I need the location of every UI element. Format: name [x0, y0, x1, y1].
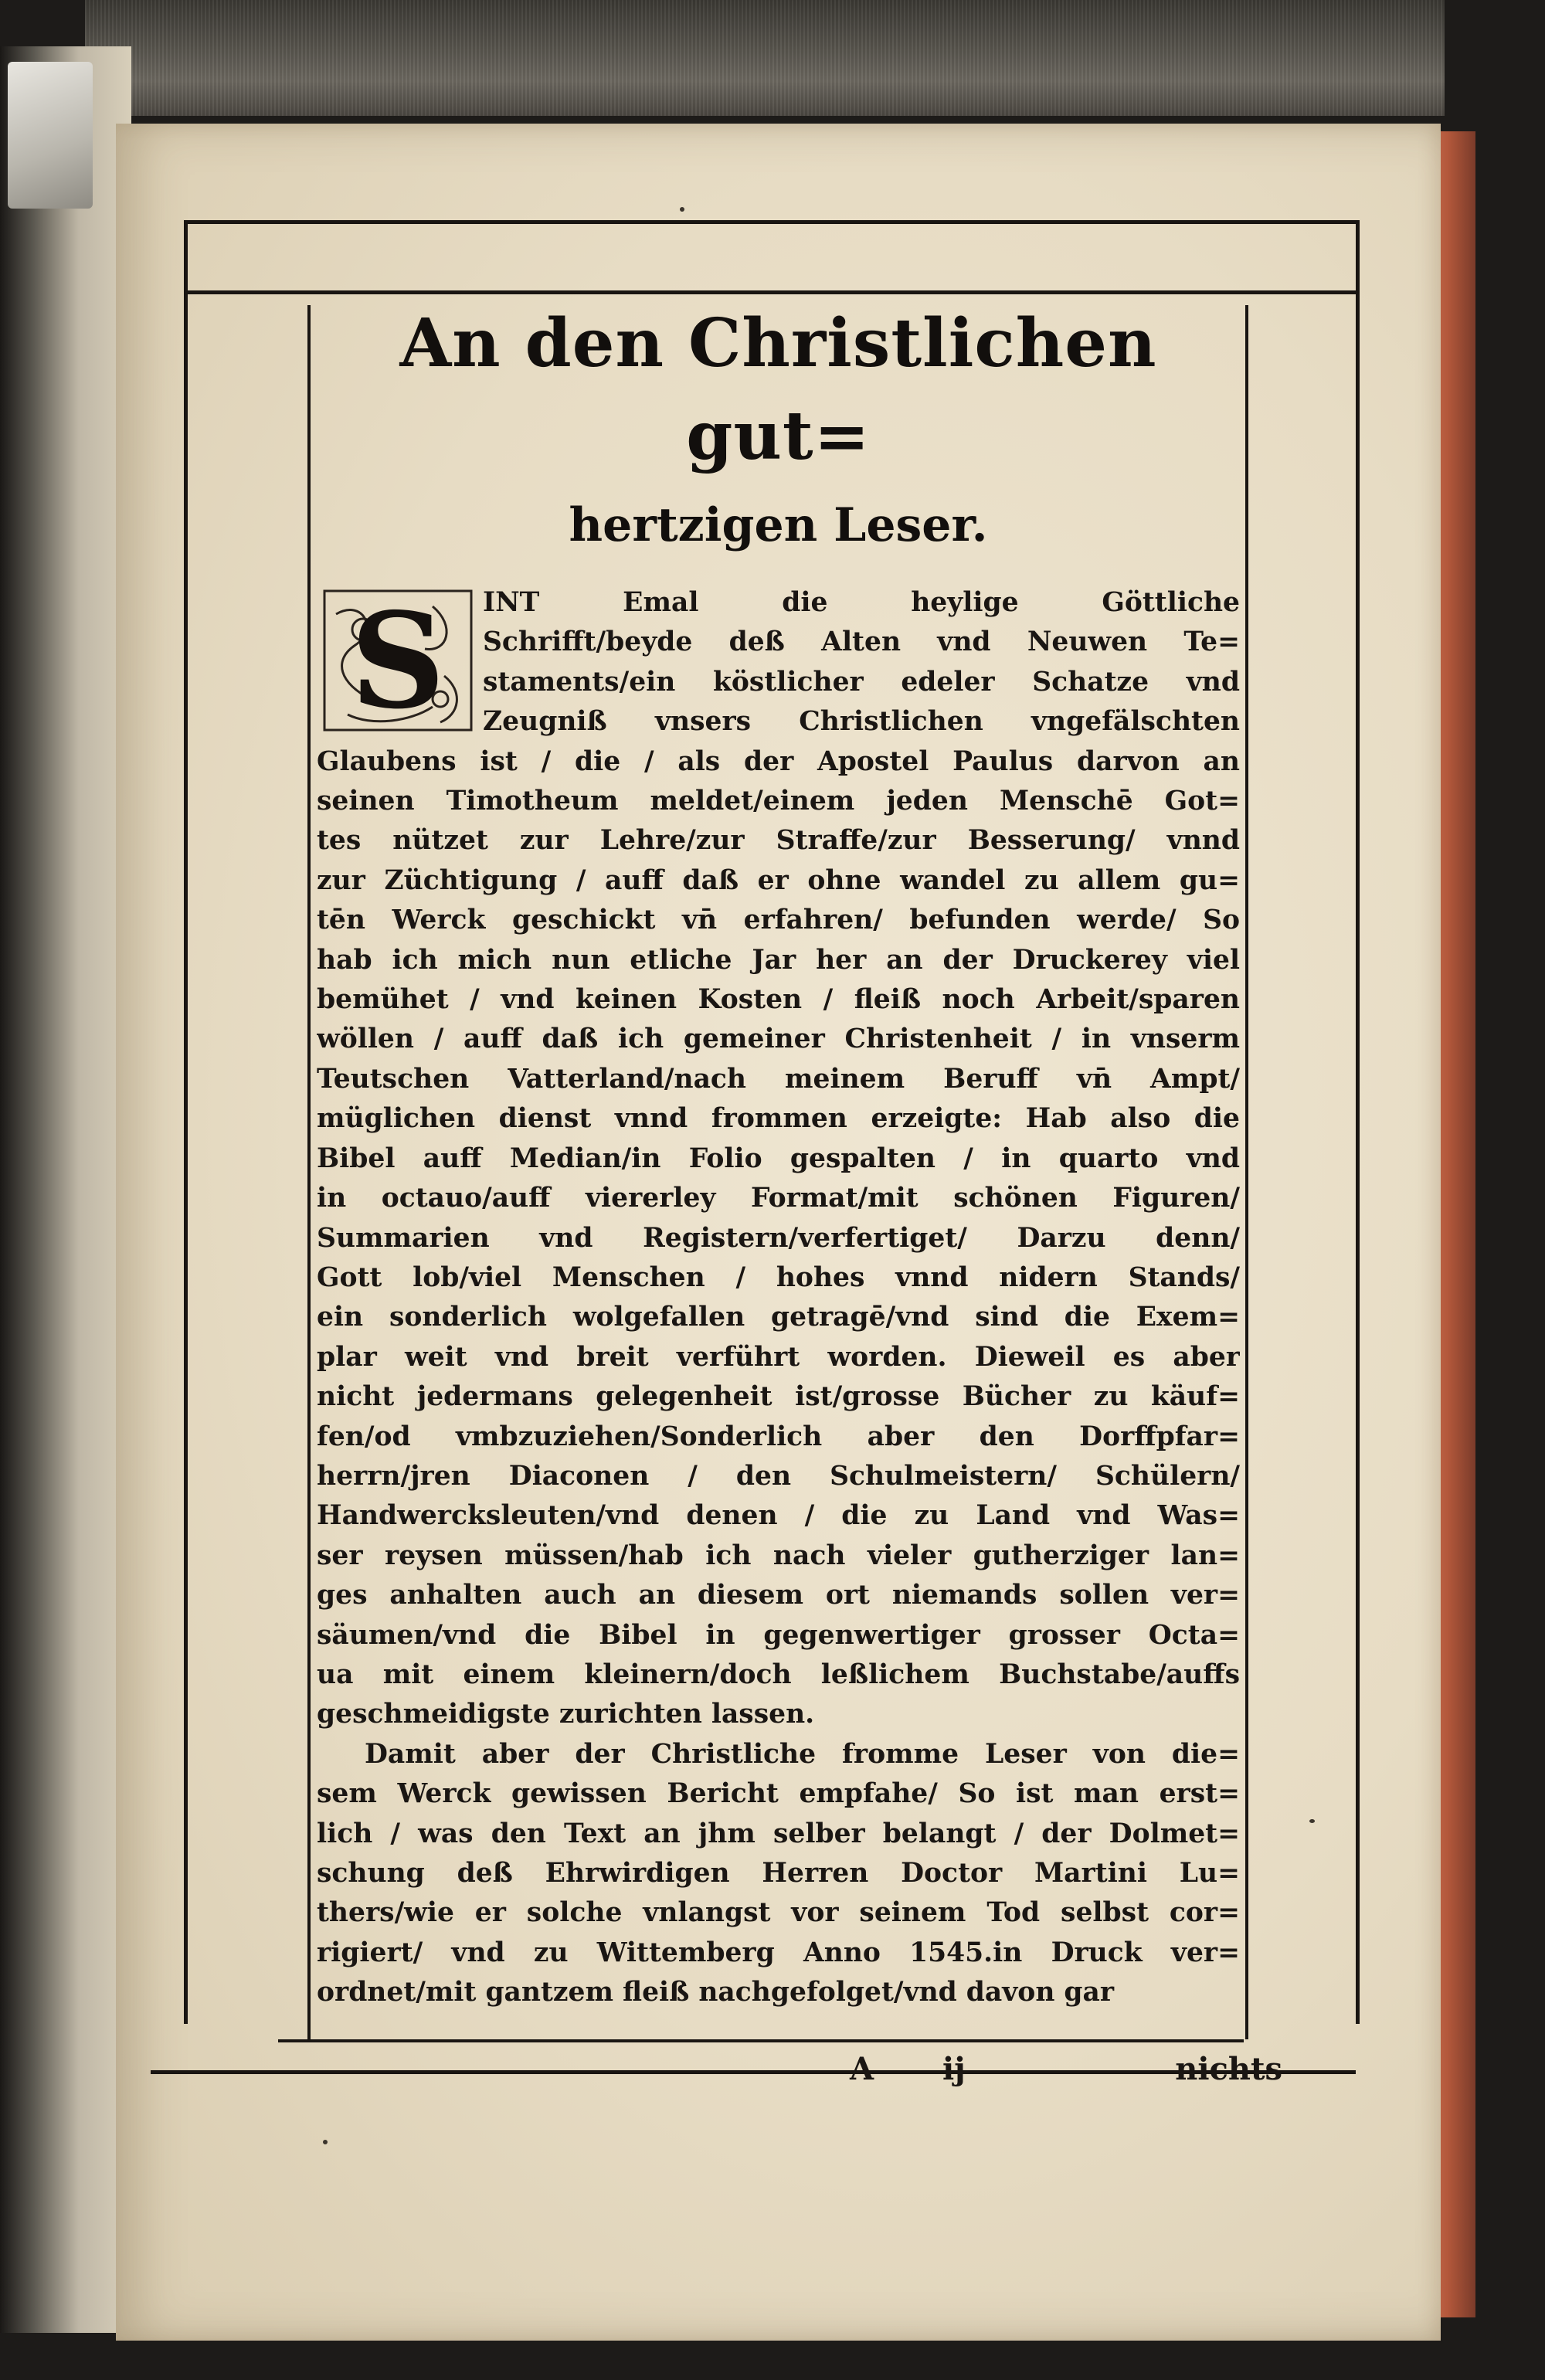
frame-rule-left [184, 220, 188, 2024]
page-footer [850, 2051, 1282, 2097]
body-line: ges anhalten auch an diesem ort niemands sollen ver= [317, 1580, 1240, 1611]
book-top-edge [85, 0, 1445, 116]
body-line: tes nützet zur Lehre/zur Straffe/zur Besserung/ vnnd [317, 825, 1240, 857]
body-line: ordnet/mit gantzem fleiß nachgefolget/vnd davon gar [317, 1977, 1115, 2008]
catchword: nichts [1175, 2051, 1282, 2087]
body-line: ser reysen müssen/hab ich nach vieler gutherziger lan= [317, 1540, 1240, 1571]
body-line: säumen/vnd die Bibel in gegenwertiger grosser Octa= [317, 1619, 1240, 1651]
ink-speck [323, 2140, 328, 2144]
body-line: Schrifft/beyde deß Alten vnd Neuwen Te= [483, 626, 1240, 658]
body-line: thers/wie er solche vnlangst vor seinem Tod selbst cor= [317, 1897, 1240, 1929]
body-line: Handwercksleuten/vnd denen / die zu Land vnd Was= [317, 1500, 1240, 1532]
title-line-1: An den Christlichen gut= [399, 304, 1157, 475]
page-title [317, 297, 1240, 568]
body-line: staments/ein köstlicher edeler Schatze vnd [483, 666, 1240, 698]
body-line: Summarien vnd Registern/verfertiget/ Darzu denn/ [317, 1222, 1240, 1254]
body-line: Gott lob/viel Menschen / hohes vnnd nidern Stands/ [317, 1261, 1240, 1293]
body-line: herrn/jren Diaconen / den Schulmeistern/ Schülern/ [317, 1460, 1240, 1492]
body-text [317, 583, 1240, 2013]
body-line: müglichen dienst vnnd frommen erzeigte: Hab also die [317, 1103, 1240, 1135]
body-line: geschmeidigste zurichten lassen. [317, 1699, 815, 1730]
decorated-initial-s [317, 583, 479, 738]
body-line: schung deß Ehrwirdigen Herren Doctor Martini Lu= [317, 1858, 1240, 1889]
body-line: Damit aber der Christliche fromme Leser von die= [365, 1738, 1240, 1770]
body-line: nicht jedermans gelegenheit ist/grosse Bücher zu käuf= [317, 1381, 1240, 1413]
binding-clasp [8, 62, 93, 209]
body-line: in octauo/auff viererley Format/mit schönen Figuren/ [317, 1183, 1240, 1214]
body-line: wöllen / auff daß ich gemeiner Christenheit / in vnserm [317, 1024, 1240, 1055]
dropcap-letter: S [350, 584, 446, 738]
text-block [317, 297, 1240, 2013]
body-line: ein sonderlich wolgefallen getragē/vnd sind die Exem= [317, 1302, 1240, 1333]
title-line-2: hertzigen Leser. [569, 498, 988, 552]
body-line: Zeugniß vnsers Christlichen vngefälschten [483, 706, 1240, 738]
body-line: bemühet / vnd keinen Kosten / fleiß noch Arbeit/sparen [317, 984, 1240, 1016]
frame-rule-right [1356, 220, 1360, 2024]
body-line: tēn Werck geschickt vn̄ erfahren/ befunden werde/ So [317, 905, 1240, 936]
frame-rule-top-inner [185, 290, 1360, 294]
book-binding [0, 46, 131, 2333]
body-line: seinen Timotheum meldet/einem jeden Menschē Got= [317, 786, 1240, 817]
body-line: rigiert/ vnd zu Wittemberg Anno 1545.in Druck ver= [317, 1937, 1240, 1968]
body-line: sem Werck gewissen Bericht empfahe/ So ist man erst= [317, 1778, 1240, 1810]
column-rule-left [307, 305, 311, 2039]
body-line: INT Emal die heylige Göttliche [483, 587, 1240, 618]
frame-rule-top [185, 220, 1360, 224]
ink-speck [1309, 1819, 1315, 1823]
body-line: lich / was den Text an jhm selber belangt / der Dolmet= [317, 1818, 1240, 1849]
signature-number: ij [942, 2051, 966, 2087]
body-line: ua mit einem kleinern/doch leßlichem Buchstabe/auffs [317, 1659, 1240, 1690]
ink-speck [680, 207, 684, 212]
body-line: hab ich mich nun etliche Jar her an der Druckerey viel [317, 944, 1240, 976]
body-line: zur Züchtigung / auff daß er ohne wandel zu allem gu= [317, 864, 1240, 896]
column-rule-right [1245, 305, 1248, 2039]
body-line: Bibel auff Median/in Folio gespalten / in quarto vnd [317, 1142, 1240, 1174]
body-line: Glaubens ist / die / als der Apostel Paulus darvon an [317, 745, 1240, 777]
signature-mark: A [850, 2051, 874, 2087]
text-rule-bottom [278, 2039, 1244, 2042]
body-line: plar weit vnd breit verführt worden. Dieweil es aber [317, 1341, 1240, 1373]
body-line: Teutschen Vatterland/nach meinem Beruff vn̄ Ampt/ [317, 1063, 1240, 1095]
body-line: fen/od vmbzuziehen/Sonderlich aber den Dorffpfar= [317, 1421, 1240, 1452]
